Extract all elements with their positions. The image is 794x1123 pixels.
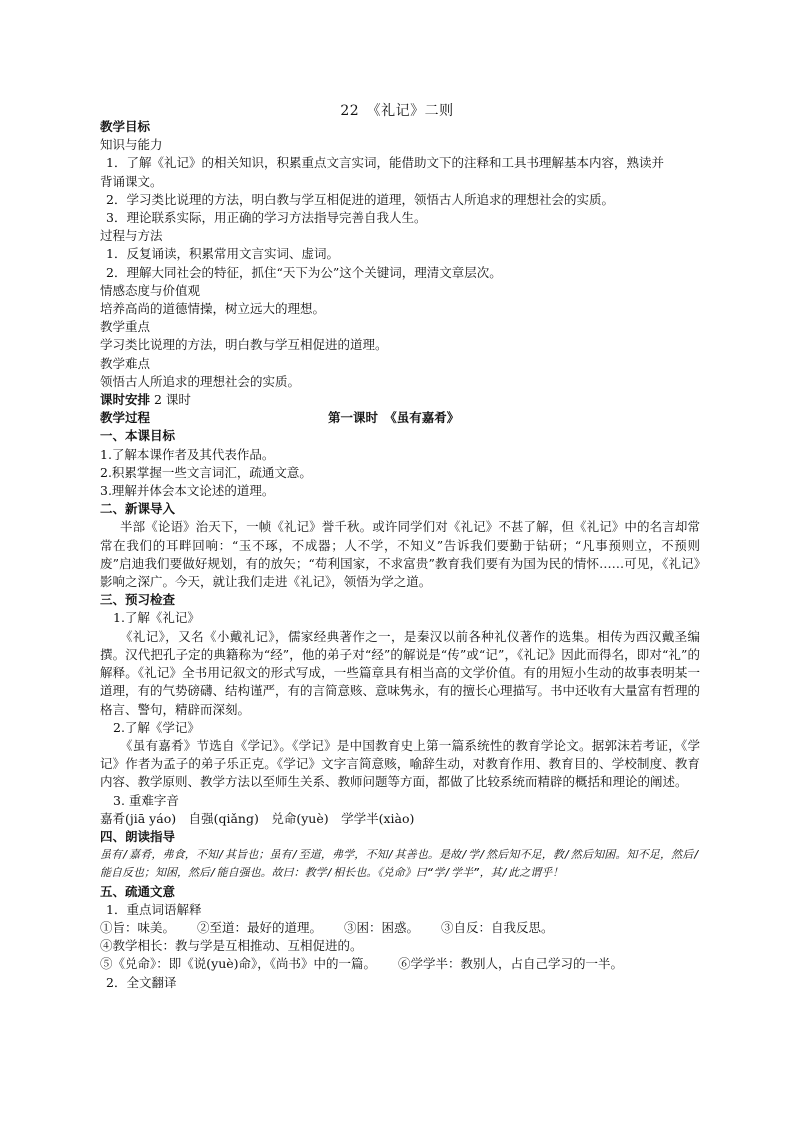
process-heading: 教学过程: [100, 410, 151, 426]
key-points-heading: 教学重点: [100, 319, 151, 335]
emotion-values-heading: 情感态度与价值观: [100, 282, 201, 298]
difficulty-text: 领悟古人所追求的理想社会的实质。: [100, 373, 301, 389]
gloss-item: ③自反：自我反思。: [441, 919, 554, 935]
section-3-3-heading: 3. 重难字音: [113, 792, 179, 808]
section-3-1-paragraph: 《礼记》，又名《小戴礼记》，儒家经典著作之一，是秦汉以前各种礼仪著作的选集。相传为西汉戴圣编撰。汉代把孔子定的典籍称为“经”，他的弟子对“经”的解说是“传”或“记”，《礼记》因此而得名，即对“礼”的解释。《礼记》全书用记叙文的形式写成，一些篇章具有相当高的文学价值。有的用短小生动的故事表明某一道理，有的气势磅礴、结构谨严，有的言简意赅、意味隽永，有的擅长心理描写。书中还收有大量富有哲理的格言、警句，精辟而深刻。: [100, 628, 701, 717]
process-row: [100, 409, 700, 427]
section-3-heading: 三、预习检查: [100, 592, 176, 608]
gloss-row-3: [100, 955, 700, 973]
gloss-item: ⑥学学半：教别人，占自己学习的一半。: [398, 956, 624, 972]
section-5-1-heading: 1．重点词语解释: [106, 901, 202, 917]
section-3-2-heading: 2.了解《学记》: [113, 719, 200, 735]
knowledge-ability-heading: 知识与能力: [100, 137, 163, 153]
gloss-item: ③困：困惑。: [344, 919, 420, 935]
section-5-2-heading: 2．全文翻译: [106, 974, 177, 990]
pronunciation-items: 嘉肴(jiā yáo) 自强(qiǎng) 兑命(yuè) 学学半(xiào): [100, 810, 415, 826]
section-5-heading: 五、疏通文意: [100, 883, 176, 899]
section-4-heading: 四、朗读指导: [100, 828, 176, 844]
process-method-heading: 过程与方法: [100, 228, 163, 244]
knowledge-item-3: 3．理论联系实际，用正确的学习方法指导完善自我人生。: [106, 210, 427, 226]
gloss-item: ①旨：味美。: [100, 919, 176, 935]
schedule-line: [100, 391, 700, 409]
knowledge-item-2: 2．学习类比说理的方法，明白教与学互相促进的道理，领悟古人所追求的理想社会的实质。: [106, 191, 614, 207]
emotion-item-1: 培养高尚的道德情操，树立远大的理想。: [100, 301, 326, 317]
gloss-item: ⑤《兑命》：即《说(yuè)命》，《尚书》中的一篇。: [100, 956, 377, 972]
section-1-item-1: 1.了解本课作者及其代表作品。: [100, 446, 275, 462]
key-points-text: 学习类比说理的方法，明白教与学互相促进的道理。: [100, 337, 388, 353]
gloss-item: ②至道：最好的道理。: [197, 919, 323, 935]
schedule-value: 2 课时: [150, 392, 191, 408]
lesson-title: 第一课时 《虽有嘉肴》: [328, 410, 460, 426]
reading-guide-text: 虽有/嘉肴，弗食，不知/其旨也；虽有/至道，弗学，不知/其善也。是故/学/然后知不足，教/然后知困。知不足，然后/能自反也；知困，然后/能自强也。故曰：教学/相长也。《兑命》曰“学/学半”，其/此之谓乎！: [100, 848, 700, 880]
page-title: 22 《礼记》二则: [340, 103, 454, 119]
schedule-label: 课时安排: [100, 392, 151, 408]
section-1-heading: 一、本课目标: [100, 428, 176, 444]
process-item-2: 2．理解大同社会的特征，抓住“天下为公”这个关键词，理清文章层次。: [106, 264, 502, 280]
section-2-heading: 二、新课导入: [100, 501, 176, 517]
gloss-row-1: [100, 919, 700, 937]
knowledge-item-1: 1．了解《礼记》的相关知识，积累重点文言实词，能借助文下的注释和工具书理解基本内容，熟读并: [106, 155, 664, 171]
knowledge-item-1-cont: 背诵课文。: [100, 173, 163, 189]
lesson-plan-body: [100, 118, 700, 992]
objectives-heading: 教学目标: [100, 119, 151, 134]
difficulty-heading: 教学难点: [100, 355, 151, 371]
section-3-2-paragraph: 《虽有嘉肴》节选自《学记》。《学记》是中国教育史上第一篇系统性的教育学论文。据郭沫若考证，《学记》作者为孟子的弟子乐正克。《学记》文字言简意赅，喻辞生动，对教育作用、教育目的、学校制度、教育内容、教学原则、教学方法以至师生关系、教师问题等方面，都做了比较系统而精辟的概括和理论的阐述。: [100, 737, 700, 790]
section-3-1-heading: 1.了解《礼记》: [113, 610, 200, 626]
gloss-row-2: ④教学相长：教与学是互相推动、互相促进的。: [100, 938, 363, 954]
section-2-paragraph: 半部《论语》治天下，一帧《礼记》誉千秋。或许同学们对《礼记》不甚了解，但《礼记》中的名言却常常在我们的耳畔回响：“玉不琢，不成器；人不学，不知义”告诉我们要勤于钻研；“凡事预则立，不预则废”启迪我们要做好规划，有的放矢；“苟利国家，不求富贵”教育我们要有为国为民的情怀……可见，《礼记》影响之深广。今天，就让我们走进《礼记》，领悟为学之道。: [100, 519, 700, 590]
process-item-1: 1．反复诵读，积累常用文言实词、虚词。: [106, 246, 339, 262]
section-1-item-3: 3.理解并体会本文论述的道理。: [100, 483, 275, 499]
section-1-item-2: 2.积累掌握一些文言词汇，疏通文意。: [100, 464, 312, 480]
